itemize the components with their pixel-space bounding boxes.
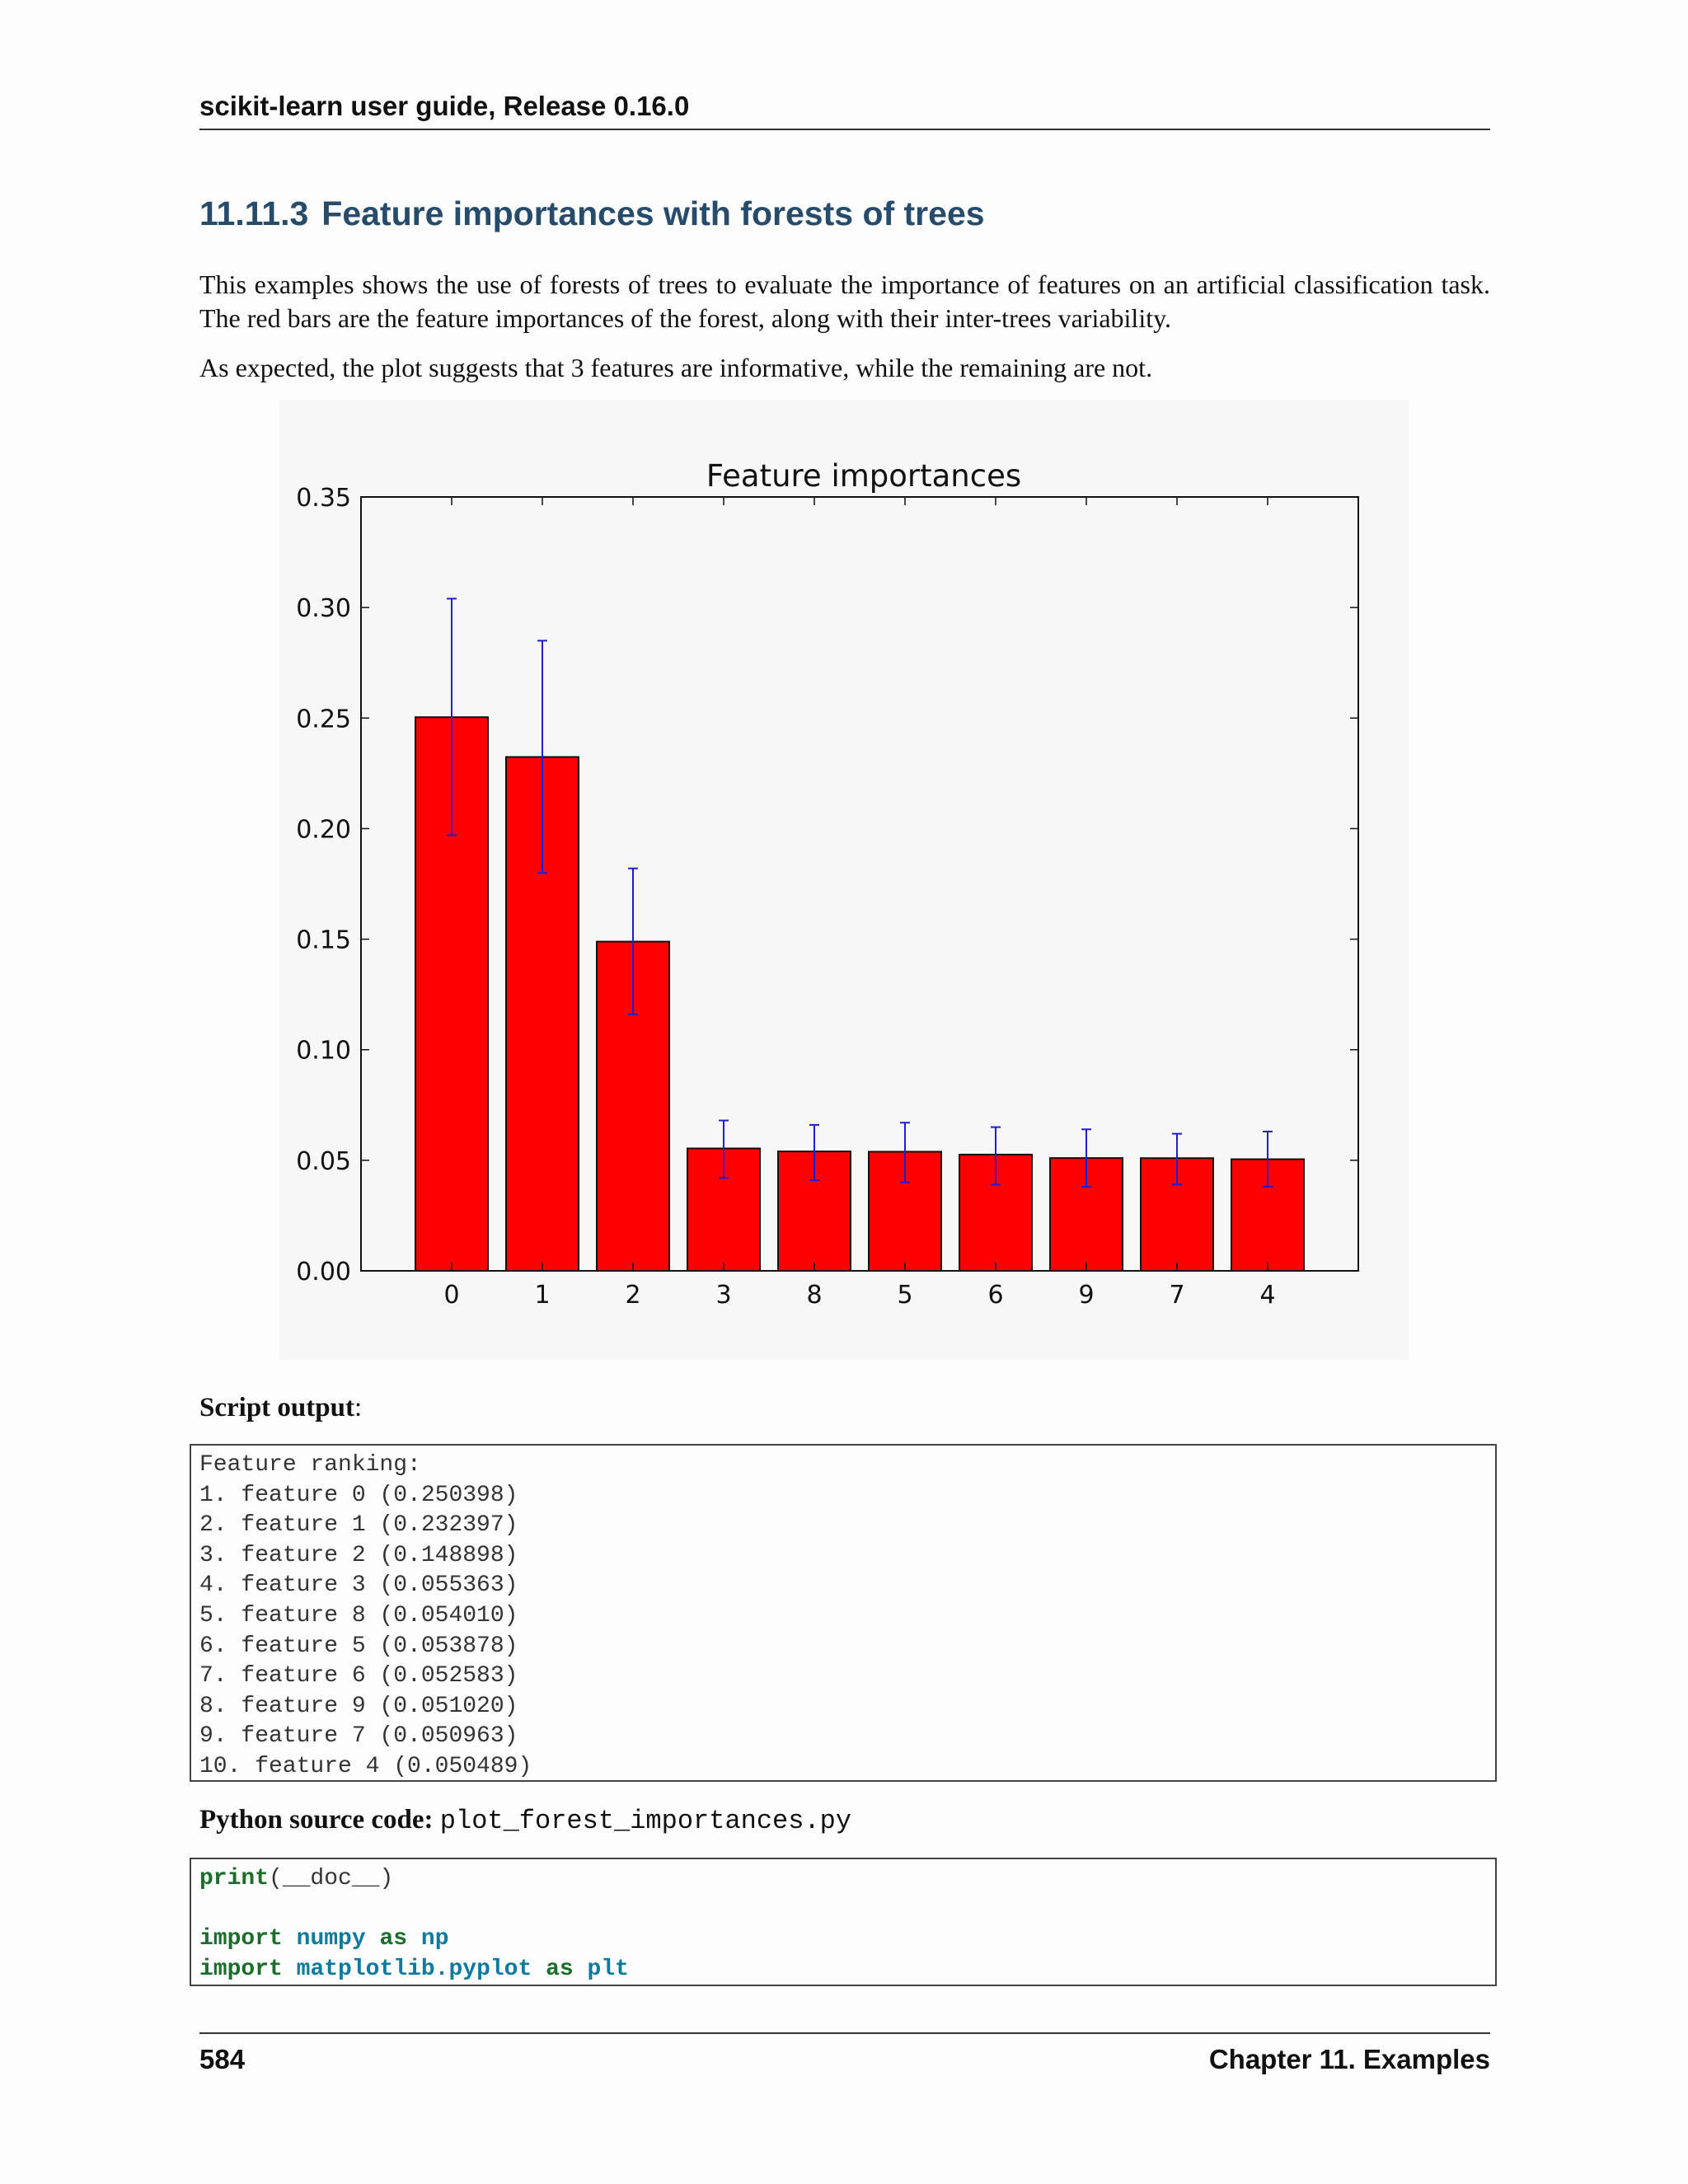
section-title-text: Feature importances with forests of trees — [321, 194, 985, 232]
x-tick-label: 5 — [897, 1281, 913, 1310]
source-line — [199, 1924, 1487, 1955]
x-tick-label: 0 — [443, 1281, 460, 1310]
source-code-block — [190, 1858, 1497, 1986]
source-token: import — [199, 1956, 283, 1982]
source-token: as — [546, 1956, 574, 1982]
running-header — [199, 91, 1490, 130]
x-tick-label: 6 — [987, 1281, 1004, 1310]
source-filename: plot_forest_importances.py — [439, 1806, 852, 1836]
source-token: as — [379, 1926, 408, 1952]
source-token — [407, 1926, 421, 1952]
x-tick-label: 3 — [715, 1281, 732, 1310]
output-line: 7. feature 6 (0.052583) — [199, 1663, 518, 1690]
x-tick-label: 1 — [534, 1281, 551, 1310]
y-tick-label: 0.35 — [296, 484, 351, 513]
y-tick-label: 0.25 — [296, 705, 351, 734]
page-number: 584 — [199, 2044, 246, 2074]
output-line: 1. feature 0 (0.250398) — [199, 1482, 518, 1508]
output-line: 10. feature 4 (0.050489) — [199, 1753, 532, 1779]
output-line: 6. feature 5 (0.053878) — [199, 1633, 518, 1659]
y-tick-label: 0.20 — [296, 815, 351, 845]
source-token: import — [199, 1926, 283, 1952]
script-output-block — [190, 1444, 1497, 1782]
chapter-title: Chapter 11. Examples — [1208, 2044, 1490, 2074]
source-code-label-text: Python source code: — [199, 1805, 434, 1835]
section-number: 11.11.3 — [199, 194, 309, 232]
feature-importances-figure — [279, 400, 1409, 1360]
source-token: (__doc__) — [269, 1866, 394, 1891]
y-tick-label: 0.05 — [296, 1146, 351, 1176]
y-tick-label: 0.15 — [296, 926, 351, 955]
x-tick-label: 8 — [806, 1281, 823, 1310]
source-token: matplotlib.pyplot — [296, 1956, 532, 1982]
source-code-label — [199, 1805, 851, 1836]
conclusion-paragraph: As expected, the plot suggests that 3 features are informative, while the remaining are not. — [199, 353, 1153, 382]
output-line: 5. feature 8 (0.054010) — [199, 1602, 518, 1629]
source-token: numpy — [296, 1926, 366, 1952]
source-token: print — [199, 1866, 270, 1891]
source-token — [283, 1926, 297, 1952]
source-token: np — [420, 1926, 449, 1952]
script-output-label-text: Script output — [199, 1393, 354, 1422]
source-line — [199, 1955, 1487, 1985]
output-line: 8. feature 9 (0.051020) — [199, 1693, 518, 1719]
intro-paragraph: This examples shows the use of forests of trees to evaluate the importance of features on an artificial classification task. The red bars are the feature importances of the forest, along with their inter-trees variability. — [199, 269, 1490, 333]
feature-importances-chart — [279, 400, 1409, 1360]
source-token — [283, 1957, 297, 1982]
source-token — [532, 1957, 546, 1982]
y-tick-label: 0.10 — [296, 1036, 351, 1066]
output-line: 9. feature 7 (0.050963) — [199, 1723, 518, 1750]
output-line: 4. feature 3 (0.055363) — [199, 1572, 518, 1599]
source-line — [199, 1864, 1487, 1895]
section-title — [199, 194, 985, 233]
running-header-title: scikit-learn user guide, Release 0.16.0 — [199, 91, 690, 121]
x-tick-label: 9 — [1078, 1281, 1095, 1310]
x-tick-label: 7 — [1169, 1281, 1185, 1310]
source-line — [199, 1895, 1487, 1925]
source-token — [574, 1957, 588, 1982]
output-line: 2. feature 1 (0.232397) — [199, 1512, 518, 1539]
source-token: plt — [587, 1956, 629, 1982]
x-tick-label: 2 — [625, 1281, 641, 1310]
y-tick-label: 0.30 — [296, 594, 351, 624]
x-tick-label: 4 — [1259, 1281, 1276, 1310]
y-tick-label: 0.00 — [296, 1258, 351, 1286]
source-token — [366, 1926, 380, 1952]
output-line: 3. feature 2 (0.148898) — [199, 1542, 518, 1568]
output-line: Feature ranking: — [199, 1452, 421, 1478]
chart-title: Feature importances — [706, 458, 1022, 494]
running-footer — [199, 2032, 1490, 2075]
script-output-label: Script output: — [199, 1393, 363, 1422]
